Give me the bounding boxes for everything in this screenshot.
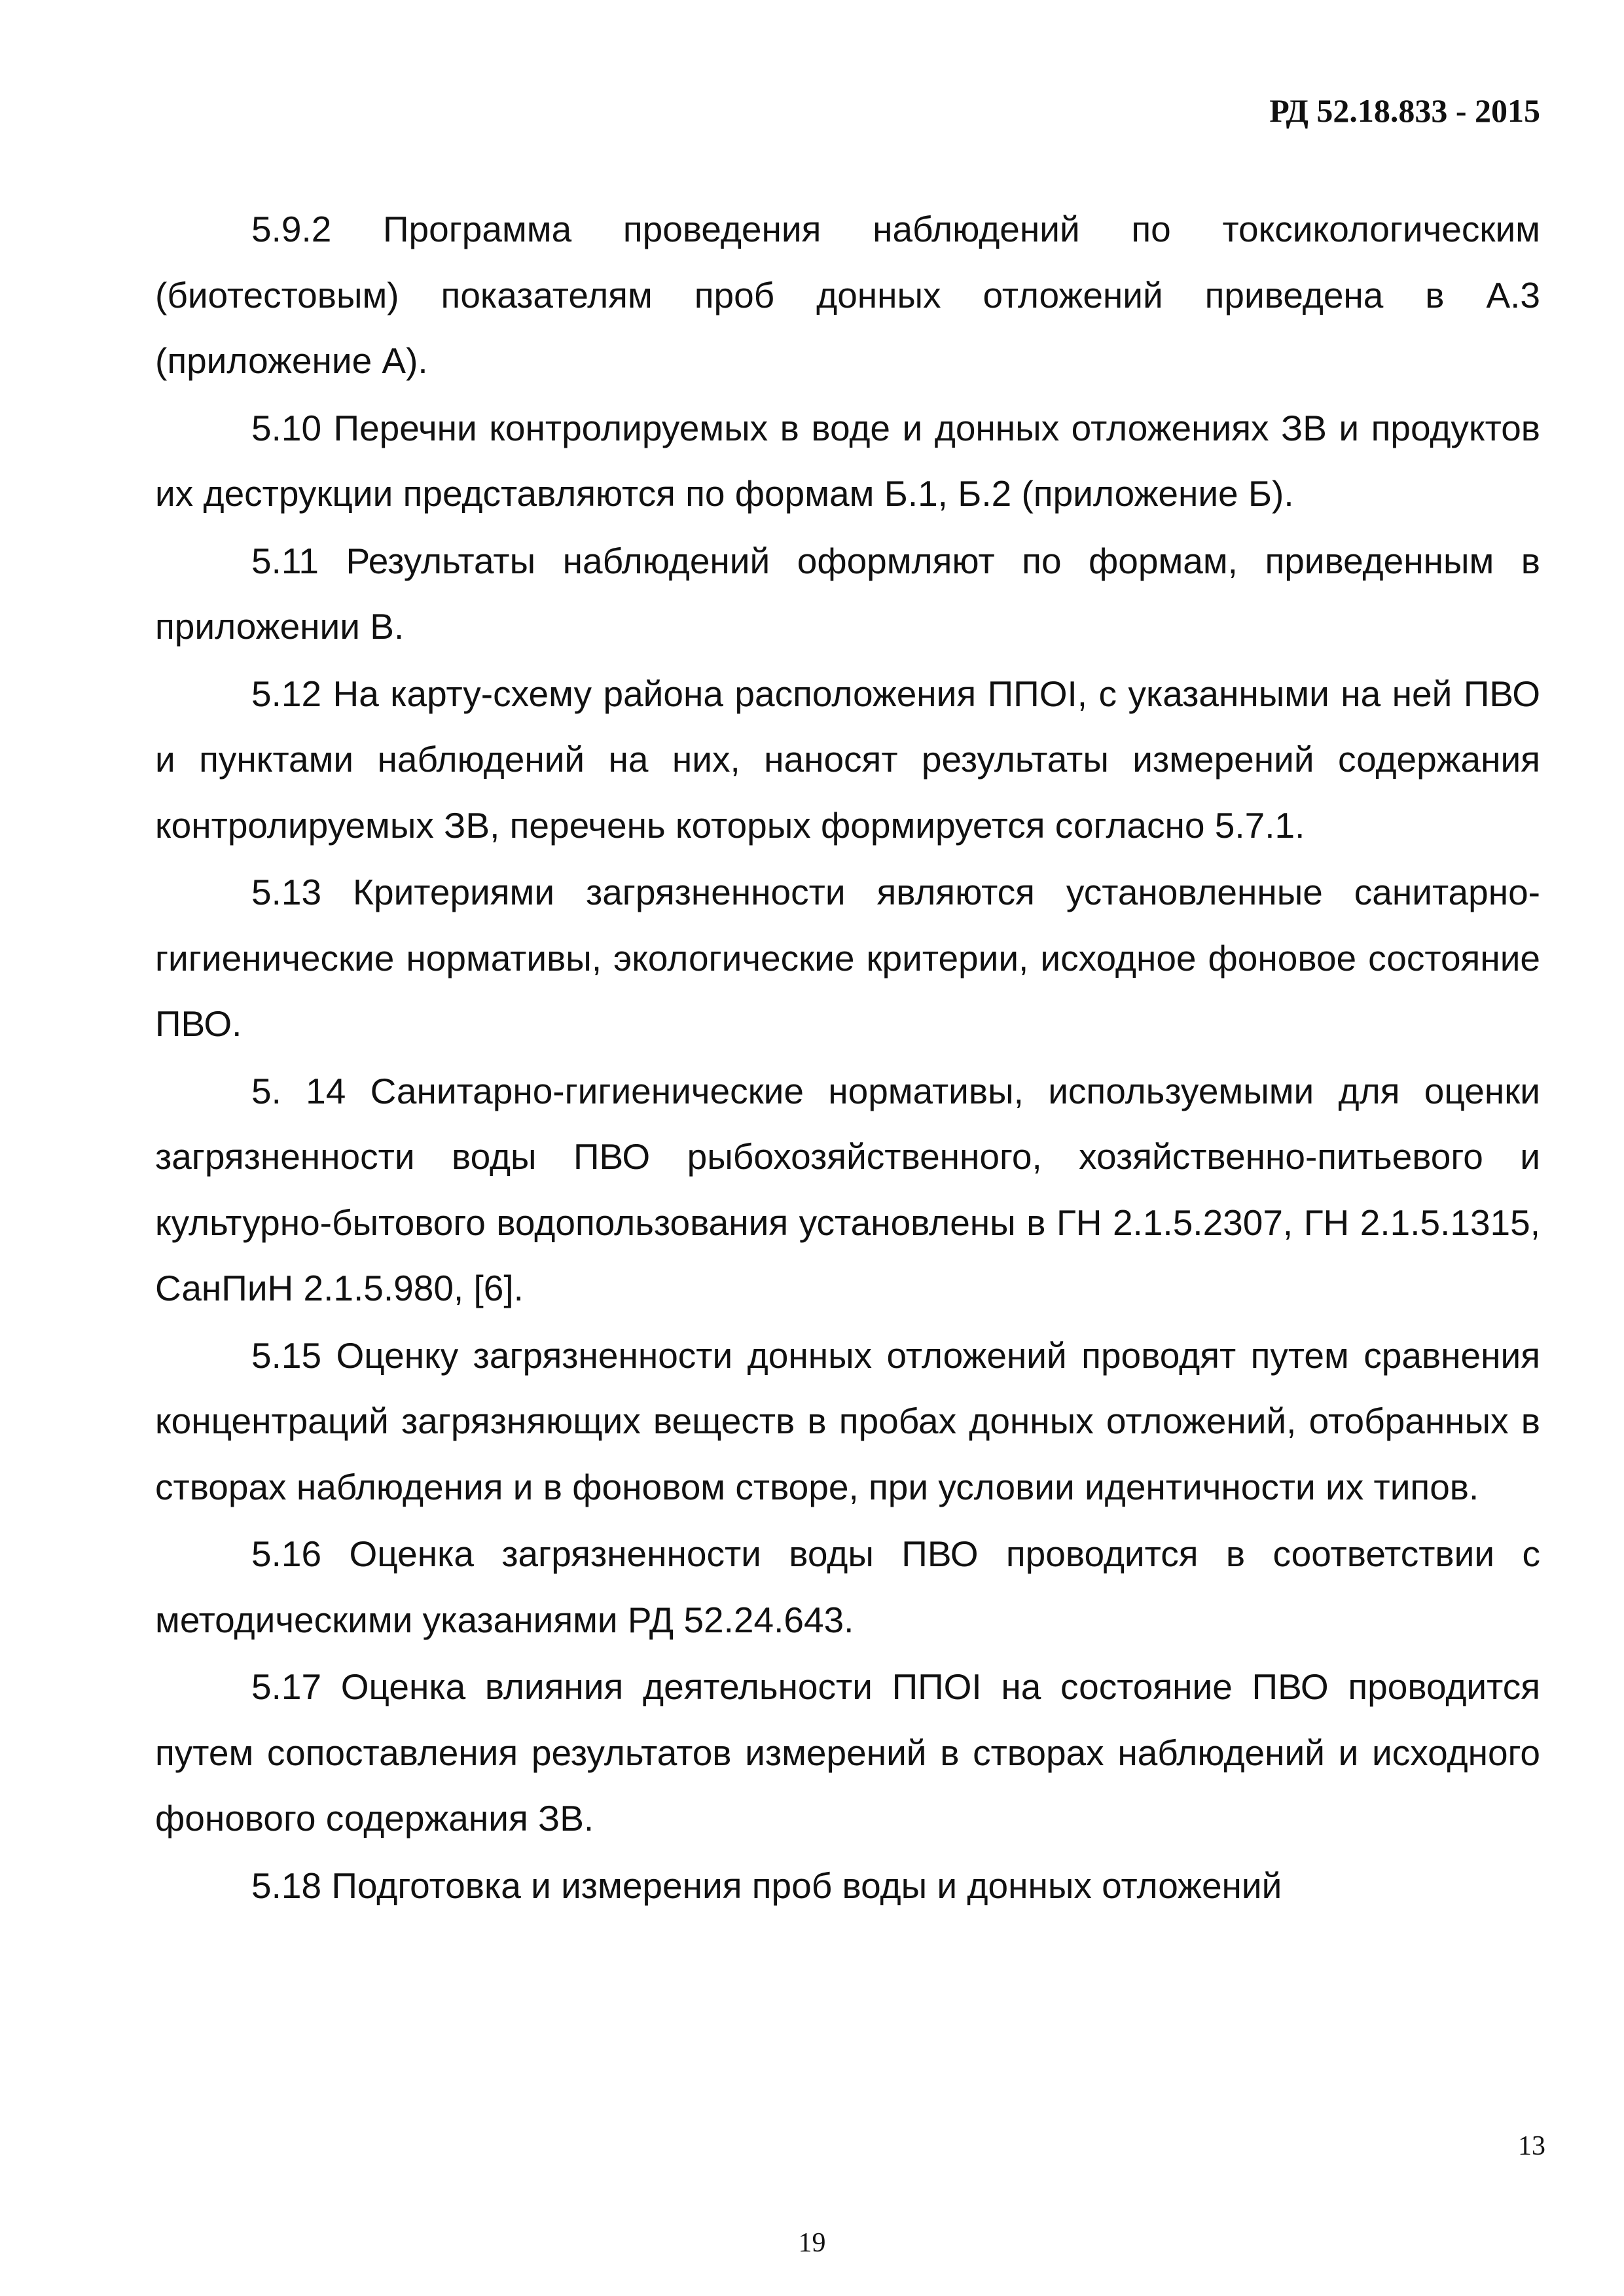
paragraph-5-17: 5.17 Оценка влияния деятельности ППОI на состояние ПВО проводится путем сопоставления результатов измерений в створах наблюдений и исходного фонового содержания ЗВ. (155, 1666, 1540, 1839)
paragraph-5-16: 5.16 Оценка загрязненности воды ПВО проводится в соответствии с методическими указаниями РД 52.24.643. (155, 1534, 1540, 1640)
paragraph-5-9-2: 5.9.2 Программа проведения наблюдений по токсикологическим (биотестовым) показателям проб донных отложений приведена в А.3 (приложение А). (155, 209, 1540, 381)
paragraph-5-13: 5.13 Критериями загрязненности являются установленные санитарно-гигиенические нормативы, экологические критерии, исходное фоновое состояние ПВО. (155, 872, 1540, 1044)
paragraph-5-15: 5.15 Оценку загрязненности донных отложений проводят путем сравнения концентраций загрязняющих веществ в пробах донных отложений, отобранных в створах наблюдения и в фоновом створе, при условии идентичности их типов. (155, 1335, 1540, 1507)
document-page-number: 19 (798, 2228, 826, 2258)
body-text (155, 196, 1540, 1920)
paragraph-5-12: 5.12 На карту-схему района расположения ППОI, с указанными на ней ПВО и пунктами наблюдений на них, наносят результаты измерений содержания контролируемых ЗВ, перечень которых формируется согласно 5.7.1. (155, 673, 1540, 846)
paragraph-5-11: 5.11 Результаты наблюдений оформляют по формам, приведенным в приложении В. (155, 540, 1540, 647)
document-code-header: РД 52.18.833 - 2015 (1269, 92, 1540, 129)
section-page-number: 13 (1518, 2131, 1545, 2161)
paragraph-5-10: 5.10 Перечни контролируемых в воде и донных отложениях ЗВ и продуктов их деструкции представляются по формам Б.1, Б.2 (приложение Б). (155, 407, 1540, 514)
paragraph-5-18: 5.18 Подготовка и измерения проб воды и донных отложений (251, 1865, 1282, 1906)
paragraph-5-14: 5. 14 Санитарно-гигиенические нормативы, используемыми для оценки загрязненности воды ПВО рыбохозяйственного, хозяйственно-питьевого и культурно-бытового водопользования установлены в ГН 2.1.5.2307, ГН 2.1.5.1315, СанПиН 2.1.5.980, [6]. (155, 1070, 1540, 1308)
